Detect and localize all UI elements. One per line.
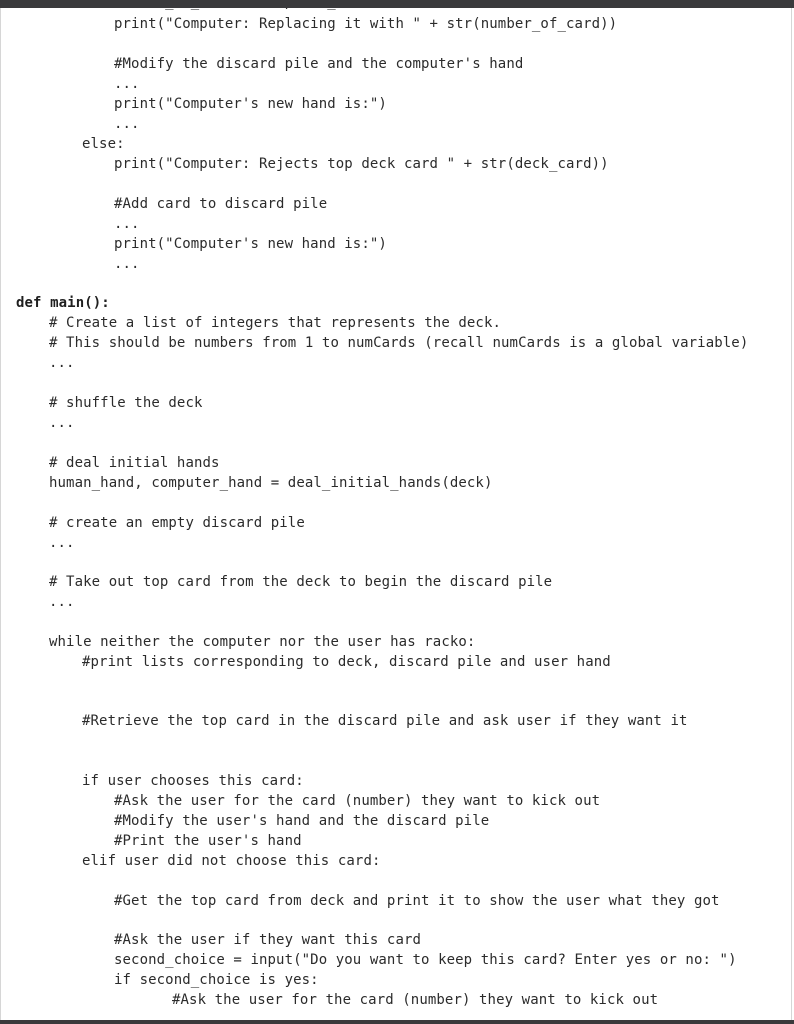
code-line: #Ask the user for the card (number) they want to kick out [114, 793, 601, 809]
code-line: while neither the computer nor the user has racko: [49, 634, 476, 650]
window-bottom-bar [0, 1020, 794, 1024]
code-line: else: [82, 136, 125, 152]
code-line: #Modify the user's hand and the discard pile [114, 813, 490, 829]
code-line: print("Computer: Replacing it with " + str(number_of_card)) [114, 16, 618, 32]
code-line: #Add card to discard pile [114, 196, 328, 212]
code-line: # Take out top card from the deck to begin the discard pile [49, 574, 553, 590]
code-line: #Ask the user for the card (number) they want to kick out [172, 992, 659, 1008]
code-line: #Ask the user if they want this card [114, 932, 422, 948]
code-line: # shuffle the deck [49, 395, 203, 411]
code-line: ... [49, 594, 75, 610]
code-line: #Get the top card from deck and print it to show the user what they got [114, 893, 720, 909]
code-line: ... [114, 216, 140, 232]
code-line: ... [114, 116, 140, 132]
code-line: # Create a list of integers that represents the deck. [49, 315, 502, 331]
code-line: ... [49, 355, 75, 371]
code-line: elif user did not choose this card: [82, 853, 381, 869]
code-line: second_choice = input("Do you want to keep this card? Enter yes or no: ") [114, 952, 737, 968]
code-line: if second_choice is yes: [114, 972, 319, 988]
code-line: print("Computer: Rejects top deck card " + str(deck_card)) [114, 156, 609, 172]
code-line: # create an empty discard pile [49, 515, 305, 531]
function-definition-line: def main(): [16, 295, 110, 311]
code-line: #Modify the discard pile and the computer's hand [114, 56, 524, 72]
code-line: human_hand, computer_hand = deal_initial_hands(deck) [49, 475, 493, 491]
window-top-bar [0, 0, 794, 8]
code-line: ... [49, 535, 75, 551]
code-line: print("Computer's new hand is:") [114, 96, 387, 112]
code-line: #print lists corresponding to deck, discard pile and user hand [82, 654, 611, 670]
code-line: # deal initial hands [49, 455, 220, 471]
code-block [1, 0, 791, 1024]
code-line: ... [114, 256, 140, 272]
code-line: ... [49, 415, 75, 431]
code-line: print("Computer's new hand is:") [114, 236, 387, 252]
code-line: #Retrieve the top card in the discard pile and ask user if they want it [82, 713, 688, 729]
code-line: ... [114, 76, 140, 92]
code-line: #Print the user's hand [114, 833, 302, 849]
code-line: if user chooses this card: [82, 773, 304, 789]
code-line: # This should be numbers from 1 to numCards (recall numCards is a global variable) [49, 335, 749, 351]
